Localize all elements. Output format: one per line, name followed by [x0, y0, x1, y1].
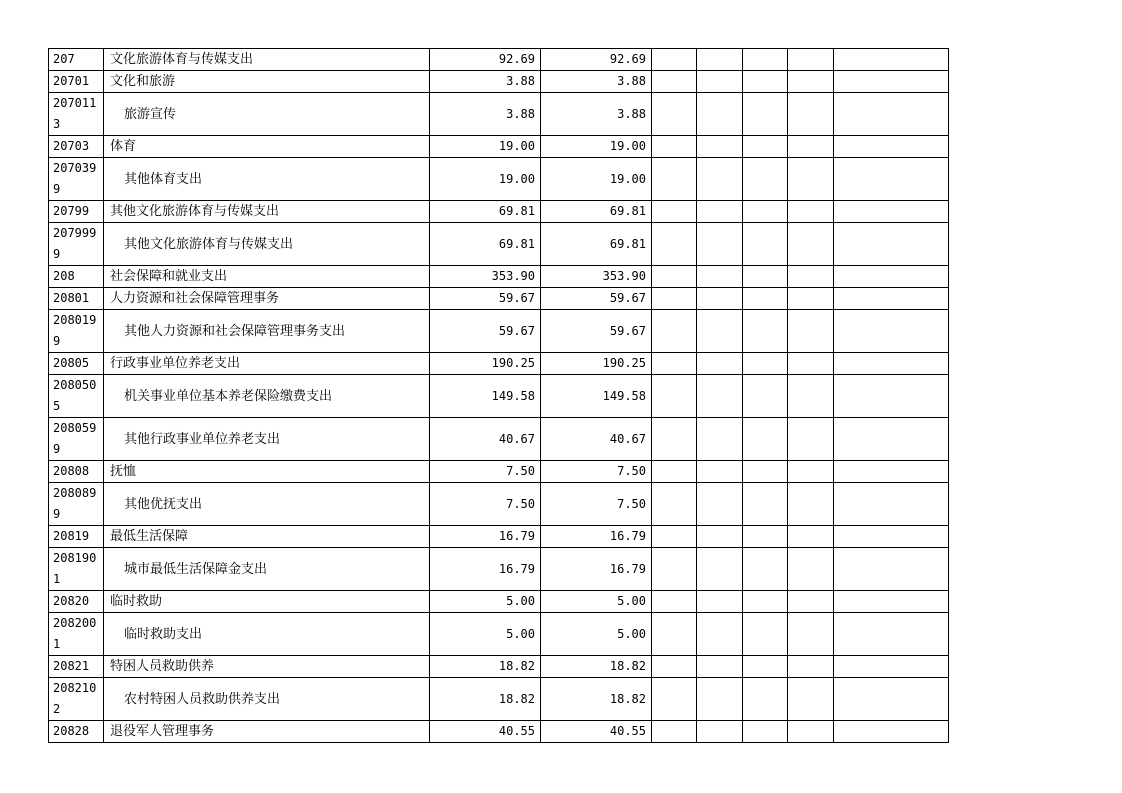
empty-cell	[652, 656, 697, 678]
table-row	[49, 158, 949, 201]
empty-cell	[743, 461, 788, 483]
empty-cell	[743, 71, 788, 93]
row-code-cell: 2080505	[49, 375, 104, 418]
empty-cell	[834, 158, 949, 201]
empty-cell	[743, 721, 788, 743]
empty-cell	[652, 461, 697, 483]
empty-cell	[652, 526, 697, 548]
row-value-cell: 5.00	[430, 591, 541, 613]
row-name-cell: 社会保障和就业支出	[104, 266, 430, 288]
row-code-cell: 2070399	[49, 158, 104, 201]
row-name-cell: 退役军人管理事务	[104, 721, 430, 743]
empty-cell	[697, 310, 743, 353]
empty-cell	[697, 353, 743, 375]
row-value-cell: 3.88	[430, 71, 541, 93]
row-value-cell: 149.58	[430, 375, 541, 418]
row-code-cell: 20703	[49, 136, 104, 158]
empty-cell	[788, 288, 834, 310]
row-code-cell: 2080199	[49, 310, 104, 353]
row-value-cell: 69.81	[430, 201, 541, 223]
row-code-cell: 2080899	[49, 483, 104, 526]
table-row	[49, 678, 949, 721]
empty-cell	[652, 678, 697, 721]
row-value-cell: 16.79	[430, 548, 541, 591]
row-name-cell: 其他体育支出	[104, 158, 430, 201]
empty-cell	[834, 721, 949, 743]
empty-cell	[788, 136, 834, 158]
empty-cell	[834, 93, 949, 136]
empty-cell	[788, 591, 834, 613]
row-value-cell: 353.90	[430, 266, 541, 288]
row-name-cell: 临时救助	[104, 591, 430, 613]
row-value-cell: 5.00	[541, 613, 652, 656]
empty-cell	[788, 613, 834, 656]
row-name-cell: 最低生活保障	[104, 526, 430, 548]
table-row	[49, 548, 949, 591]
empty-cell	[788, 223, 834, 266]
row-name-cell: 行政事业单位养老支出	[104, 353, 430, 375]
row-value-cell: 69.81	[430, 223, 541, 266]
row-value-cell: 40.55	[430, 721, 541, 743]
empty-cell	[697, 483, 743, 526]
row-code-cell: 20820	[49, 591, 104, 613]
row-value-cell: 59.67	[541, 310, 652, 353]
table-row	[49, 526, 949, 548]
row-value-cell: 18.82	[430, 678, 541, 721]
row-code-cell: 20805	[49, 353, 104, 375]
budget-table	[48, 48, 949, 743]
row-value-cell: 7.50	[430, 461, 541, 483]
row-name-cell: 特困人员救助供养	[104, 656, 430, 678]
row-name-cell: 体育	[104, 136, 430, 158]
row-code-cell: 2080599	[49, 418, 104, 461]
empty-cell	[652, 93, 697, 136]
empty-cell	[743, 548, 788, 591]
empty-cell	[834, 136, 949, 158]
empty-cell	[788, 201, 834, 223]
empty-cell	[743, 158, 788, 201]
empty-cell	[743, 93, 788, 136]
empty-cell	[788, 548, 834, 591]
empty-cell	[697, 526, 743, 548]
row-value-cell: 149.58	[541, 375, 652, 418]
empty-cell	[697, 591, 743, 613]
row-name-cell: 旅游宣传	[104, 93, 430, 136]
table-row	[49, 613, 949, 656]
empty-cell	[834, 288, 949, 310]
empty-cell	[834, 591, 949, 613]
empty-cell	[697, 288, 743, 310]
empty-cell	[788, 461, 834, 483]
empty-cell	[743, 375, 788, 418]
empty-cell	[788, 375, 834, 418]
row-value-cell: 18.82	[541, 656, 652, 678]
empty-cell	[743, 418, 788, 461]
empty-cell	[834, 613, 949, 656]
empty-cell	[834, 71, 949, 93]
empty-cell	[652, 136, 697, 158]
empty-cell	[788, 656, 834, 678]
row-name-cell: 其他文化旅游体育与传媒支出	[104, 201, 430, 223]
row-name-cell: 农村特困人员救助供养支出	[104, 678, 430, 721]
empty-cell	[743, 613, 788, 656]
row-value-cell: 3.88	[430, 93, 541, 136]
row-code-cell: 2082102	[49, 678, 104, 721]
empty-cell	[788, 418, 834, 461]
empty-cell	[834, 656, 949, 678]
empty-cell	[788, 93, 834, 136]
empty-cell	[788, 353, 834, 375]
row-name-cell: 机关事业单位基本养老保险缴费支出	[104, 375, 430, 418]
table-row	[49, 656, 949, 678]
empty-cell	[788, 721, 834, 743]
table-row	[49, 591, 949, 613]
row-code-cell: 20799	[49, 201, 104, 223]
empty-cell	[788, 678, 834, 721]
empty-cell	[834, 483, 949, 526]
empty-cell	[743, 656, 788, 678]
empty-cell	[652, 483, 697, 526]
empty-cell	[788, 310, 834, 353]
table-row	[49, 288, 949, 310]
row-value-cell: 69.81	[541, 223, 652, 266]
empty-cell	[743, 483, 788, 526]
empty-cell	[697, 656, 743, 678]
row-name-cell: 城市最低生活保障金支出	[104, 548, 430, 591]
table-row	[49, 71, 949, 93]
row-name-cell: 人力资源和社会保障管理事务	[104, 288, 430, 310]
row-code-cell: 20701	[49, 71, 104, 93]
row-code-cell: 20801	[49, 288, 104, 310]
empty-cell	[697, 136, 743, 158]
row-value-cell: 92.69	[541, 49, 652, 71]
row-code-cell: 2070113	[49, 93, 104, 136]
row-value-cell: 353.90	[541, 266, 652, 288]
empty-cell	[652, 310, 697, 353]
empty-cell	[652, 266, 697, 288]
row-name-cell: 文化旅游体育与传媒支出	[104, 49, 430, 71]
table-row	[49, 461, 949, 483]
row-value-cell: 5.00	[541, 591, 652, 613]
empty-cell	[834, 353, 949, 375]
table-row	[49, 49, 949, 71]
row-name-cell: 抚恤	[104, 461, 430, 483]
empty-cell	[652, 288, 697, 310]
row-value-cell: 40.67	[541, 418, 652, 461]
row-name-cell: 临时救助支出	[104, 613, 430, 656]
row-value-cell: 16.79	[541, 526, 652, 548]
table-row	[49, 136, 949, 158]
empty-cell	[834, 526, 949, 548]
empty-cell	[788, 71, 834, 93]
row-value-cell: 19.00	[430, 158, 541, 201]
empty-cell	[652, 418, 697, 461]
empty-cell	[834, 310, 949, 353]
row-value-cell: 190.25	[541, 353, 652, 375]
empty-cell	[743, 353, 788, 375]
row-value-cell: 16.79	[430, 526, 541, 548]
empty-cell	[743, 49, 788, 71]
empty-cell	[697, 418, 743, 461]
empty-cell	[652, 353, 697, 375]
empty-cell	[788, 526, 834, 548]
empty-cell	[652, 721, 697, 743]
row-value-cell: 59.67	[541, 288, 652, 310]
row-value-cell: 18.82	[430, 656, 541, 678]
row-value-cell: 69.81	[541, 201, 652, 223]
table-row	[49, 483, 949, 526]
row-value-cell: 19.00	[541, 136, 652, 158]
row-value-cell: 7.50	[541, 461, 652, 483]
empty-cell	[697, 266, 743, 288]
empty-cell	[697, 158, 743, 201]
row-value-cell: 19.00	[430, 136, 541, 158]
empty-cell	[788, 49, 834, 71]
row-code-cell: 20821	[49, 656, 104, 678]
empty-cell	[697, 93, 743, 136]
table-row	[49, 310, 949, 353]
row-value-cell: 5.00	[430, 613, 541, 656]
empty-cell	[697, 49, 743, 71]
empty-cell	[743, 678, 788, 721]
empty-cell	[743, 526, 788, 548]
empty-cell	[788, 158, 834, 201]
empty-cell	[788, 266, 834, 288]
row-code-cell: 2082001	[49, 613, 104, 656]
empty-cell	[697, 548, 743, 591]
row-code-cell: 20808	[49, 461, 104, 483]
empty-cell	[834, 418, 949, 461]
row-value-cell: 3.88	[541, 71, 652, 93]
empty-cell	[834, 678, 949, 721]
row-value-cell: 18.82	[541, 678, 652, 721]
row-value-cell: 59.67	[430, 310, 541, 353]
row-value-cell: 40.67	[430, 418, 541, 461]
empty-cell	[697, 223, 743, 266]
empty-cell	[834, 375, 949, 418]
row-value-cell: 40.55	[541, 721, 652, 743]
row-name-cell: 文化和旅游	[104, 71, 430, 93]
empty-cell	[652, 158, 697, 201]
empty-cell	[652, 49, 697, 71]
empty-cell	[697, 461, 743, 483]
empty-cell	[743, 266, 788, 288]
empty-cell	[697, 71, 743, 93]
empty-cell	[834, 49, 949, 71]
table-row	[49, 201, 949, 223]
table-row	[49, 266, 949, 288]
row-value-cell: 190.25	[430, 353, 541, 375]
row-value-cell: 19.00	[541, 158, 652, 201]
row-code-cell: 20819	[49, 526, 104, 548]
row-code-cell: 2081901	[49, 548, 104, 591]
empty-cell	[743, 288, 788, 310]
empty-cell	[652, 71, 697, 93]
row-code-cell: 207	[49, 49, 104, 71]
row-value-cell: 59.67	[430, 288, 541, 310]
empty-cell	[743, 591, 788, 613]
row-name-cell: 其他人力资源和社会保障管理事务支出	[104, 310, 430, 353]
empty-cell	[834, 201, 949, 223]
empty-cell	[697, 721, 743, 743]
row-name-cell: 其他行政事业单位养老支出	[104, 418, 430, 461]
row-value-cell: 3.88	[541, 93, 652, 136]
row-value-cell: 16.79	[541, 548, 652, 591]
table-row	[49, 353, 949, 375]
empty-cell	[743, 310, 788, 353]
empty-cell	[834, 548, 949, 591]
empty-cell	[697, 201, 743, 223]
table-body	[49, 49, 949, 743]
empty-cell	[652, 201, 697, 223]
empty-cell	[697, 678, 743, 721]
row-code-cell: 20828	[49, 721, 104, 743]
table-row	[49, 375, 949, 418]
table-row	[49, 223, 949, 266]
empty-cell	[652, 223, 697, 266]
empty-cell	[743, 223, 788, 266]
empty-cell	[743, 201, 788, 223]
empty-cell	[652, 375, 697, 418]
empty-cell	[697, 613, 743, 656]
table-row	[49, 721, 949, 743]
empty-cell	[834, 461, 949, 483]
table-row	[49, 93, 949, 136]
empty-cell	[697, 375, 743, 418]
row-value-cell: 92.69	[430, 49, 541, 71]
empty-cell	[743, 136, 788, 158]
row-value-cell: 7.50	[430, 483, 541, 526]
row-value-cell: 7.50	[541, 483, 652, 526]
empty-cell	[652, 591, 697, 613]
row-code-cell: 208	[49, 266, 104, 288]
empty-cell	[834, 266, 949, 288]
empty-cell	[788, 483, 834, 526]
empty-cell	[834, 223, 949, 266]
empty-cell	[652, 548, 697, 591]
row-name-cell: 其他优抚支出	[104, 483, 430, 526]
row-code-cell: 2079999	[49, 223, 104, 266]
table-row	[49, 418, 949, 461]
row-name-cell: 其他文化旅游体育与传媒支出	[104, 223, 430, 266]
empty-cell	[652, 613, 697, 656]
